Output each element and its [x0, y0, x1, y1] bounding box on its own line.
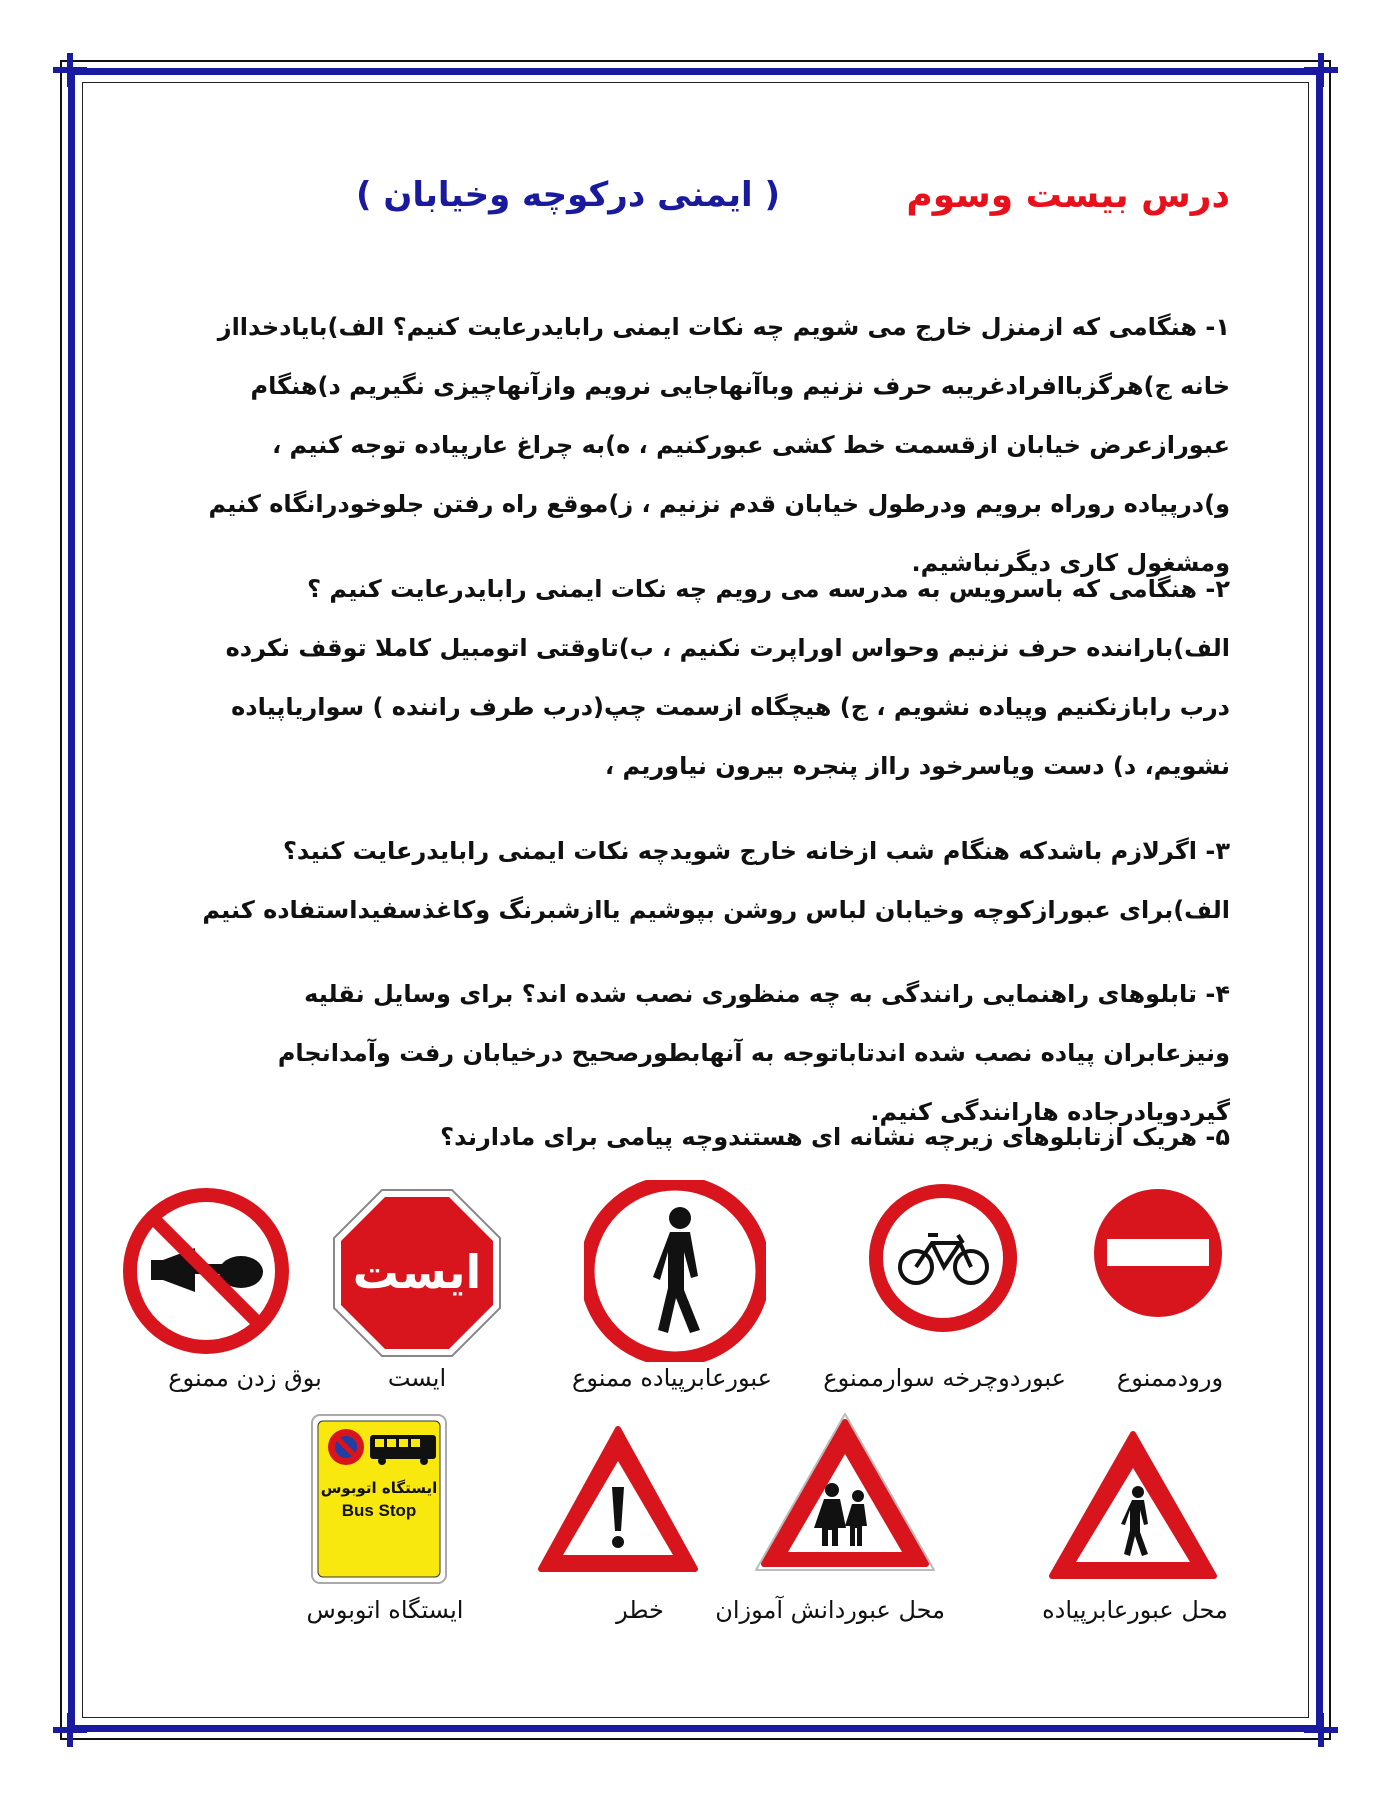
sign-caption: عبوردوچرخه سوارممنوع	[823, 1364, 1066, 1392]
bus-stop-text-fa: ایستگاه اتوبوس	[320, 1479, 438, 1497]
sign-caption: ورودممنوع	[1116, 1364, 1224, 1392]
sign-caption: خطر	[616, 1596, 664, 1624]
no-horn-icon	[123, 1188, 289, 1354]
school-crossing-icon	[752, 1410, 938, 1576]
no-entry-icon	[1093, 1188, 1223, 1318]
sign-caption: محل عبورعابرپیاده	[1042, 1596, 1228, 1624]
question-4: ۴- تابلوهای راهنمایی رانندگی به چه منظوری نصب شده اند؟ برای وسایل نقلیه ونیزعابران پیاده نصب شده اندتاباتوجه به آنهابطورصحیح درخیابان رفت وآمدانجام گیردویادرجاده هارانندگی کنیم.	[277, 980, 1230, 1126]
question-2: ۲- هنگامی که باسرویس به مدرسه می رویم چه نکات ایمنی رابایدرعایت کنیم ؟ الف)باراننده حرف نزنیم وحواس اوراپرت نکنیم ، ب)تاوقتی اتومبیل کاملا توقف نکرده درب رابازنکنیم وپیاده نشویم ، ج) هیچگاه ازسمت چپ(درب طرف راننده ) سوارياپياده نشويم، د) دست وياسرخود رااز پنجره بیرون نیاوریم ،	[225, 575, 1230, 780]
question-1: ۱- هنگامی که ازمنزل خارج می شویم چه نکات ایمنی رابایدرعایت کنیم؟ الف)بایادخدااز خانه ج)هرگزباافرادغریبه حرف نزنیم وباآنهاجایی نرویم وازآنهاچیزی نگیریم د)هنگام عبورازعرض خیابان ازقسمت خط کشی عبورکنیم ، ه)به چراغ عارپیاده توجه کنیم ، و)درپیاده روراه برویم ودرطول خیابان قدم نزنیم ، ز)موقع راه رفتن جلوخودرانگاه کنیم ومشغول کاری دیگرنباشیم.	[208, 313, 1230, 577]
bus-stop-text-en: Bus Stop	[341, 1501, 417, 1520]
lesson-header	[110, 175, 1230, 235]
danger-icon	[537, 1425, 699, 1573]
corner-ornament	[53, 53, 87, 87]
sign-caption: ایست	[387, 1364, 447, 1392]
corner-ornament	[1304, 1713, 1338, 1747]
bus-stop-icon	[310, 1413, 448, 1585]
corner-ornament	[53, 1713, 87, 1747]
sign-caption: محل عبوردانش آموزان	[715, 1596, 945, 1624]
corner-ornament	[1304, 53, 1338, 87]
question-3: ۳- اگرلازم باشدکه هنگام شب ازخانه خارج شویدچه نکات ایمنی رابایدرعایت کنید؟ الف)برای عبورازکوچه وخیابان لباس روشن بپوشیم یاازشبرنگ وکاغذسفیداستفاده کنیم	[202, 837, 1230, 924]
sign-caption: ایستگاه اتوبوس	[306, 1596, 464, 1624]
no-bicycle-icon	[868, 1183, 1018, 1333]
question-5: ۵- هریک ازتابلوهای زیرچه نشانه ای هستندوچه پیامی برای مادارند؟	[440, 1123, 1230, 1151]
no-pedestrian-icon	[584, 1180, 766, 1362]
pedestrian-crossing-icon	[1048, 1430, 1218, 1580]
sign-caption: عبورعابرپیاده ممنوع	[572, 1364, 772, 1392]
stop-sign-text: ایست	[352, 1245, 482, 1299]
lesson-title: ( ایمنی درکوچه وخیابان )	[356, 175, 780, 215]
stop-sign-icon	[332, 1188, 502, 1358]
lesson-number: درس بیست وسوم	[906, 175, 1230, 216]
sign-caption: بوق زدن ممنوع	[168, 1364, 322, 1392]
